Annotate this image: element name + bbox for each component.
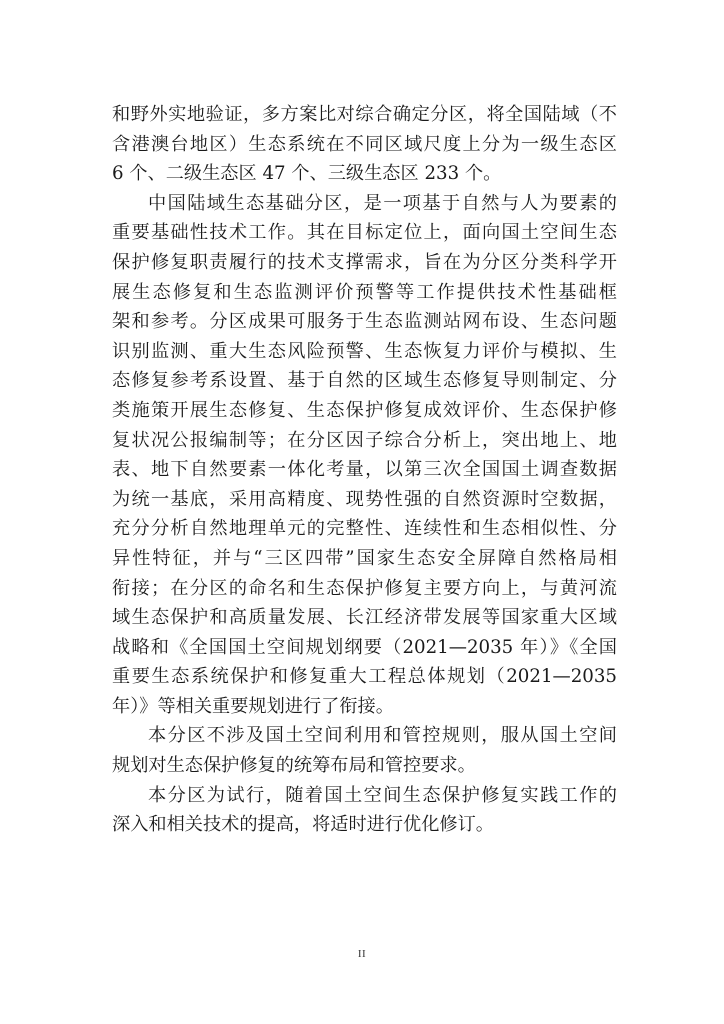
text-line: 年）》等相关重要规划进行了衔接。 bbox=[112, 695, 394, 717]
text-line: 战略和《全国国土空间规划纲要（2021—2035 年）》《全国 bbox=[112, 636, 617, 658]
text-line: 识别监测、重大生态风险预警、生态恢复力评价与模拟、生 bbox=[112, 340, 617, 362]
text-line: 类施策开展生态修复、生态保护修复成效评价、生态保护修 bbox=[112, 399, 617, 421]
text-line: 重要基础性技术工作。其在目标定位上，面向国土空间生态 bbox=[112, 222, 617, 244]
paragraph-2 bbox=[112, 189, 617, 722]
text-line: 异性特征，并与“三区四带”国家生态安全屏障自然格局相 bbox=[112, 547, 617, 569]
text-line: 规划对生态保护修复的统筹布局和管控要求。 bbox=[112, 755, 476, 777]
text-line: 充分分析自然地理单元的完整性、连续性和生态相似性、分 bbox=[112, 518, 617, 540]
text-line: 表、地下自然要素一体化考量，以第三次全国国土调查数据 bbox=[112, 459, 617, 481]
text-line: 和野外实地验证，多方案比对综合确定分区，将全国陆域（不 bbox=[112, 104, 617, 125]
text-line: 深入和相关技术的提高，将适时进行优化修订。 bbox=[112, 814, 494, 836]
text-line: 为统一基底，采用高精度、现势性强的自然资源时空数据， bbox=[112, 488, 617, 510]
page-number: II bbox=[357, 948, 367, 960]
text-line: 含港澳台地区）生态系统在不同区域尺度上分为一级生态区 bbox=[112, 133, 617, 155]
body-text bbox=[112, 100, 617, 840]
text-line: 架和参考。分区成果可服务于生态监测站网布设、生态问题 bbox=[112, 311, 617, 333]
text-line: 保护修复职责履行的技术支撑需求，旨在为分区分类科学开 bbox=[112, 251, 617, 273]
text-line: 本分区不涉及国土空间利用和管控规则，服从国土空间 bbox=[148, 725, 617, 747]
text-line: 域生态保护和高质量发展、长江经济带发展等国家重大区域 bbox=[112, 607, 617, 629]
text-line: 重要生态系统保护和修复重大工程总体规划（2021—2035 bbox=[112, 666, 617, 688]
text-line: 衔接；在分区的命名和生态保护修复主要方向上，与黄河流 bbox=[112, 577, 617, 599]
paragraph-3 bbox=[112, 721, 617, 780]
text-line: 复状况公报编制等；在分区因子综合分析上，突出地上、地 bbox=[112, 429, 617, 451]
text-line: 本分区为试行，随着国土空间生态保护修复实践工作的 bbox=[148, 784, 617, 806]
text-line: 展生态修复和生态监测评价预警等工作提供技术性基础框 bbox=[112, 281, 617, 303]
paragraph-1 bbox=[112, 100, 617, 189]
text-line: 6 个、二级生态区 47 个、三级生态区 233 个。 bbox=[112, 163, 502, 185]
paragraph-4 bbox=[112, 781, 617, 840]
text-line: 中国陆域生态基础分区，是一项基于自然与人为要素的 bbox=[148, 192, 617, 214]
text-line: 态修复参考系设置、基于自然的区域生态修复导则制定、分 bbox=[112, 370, 617, 392]
